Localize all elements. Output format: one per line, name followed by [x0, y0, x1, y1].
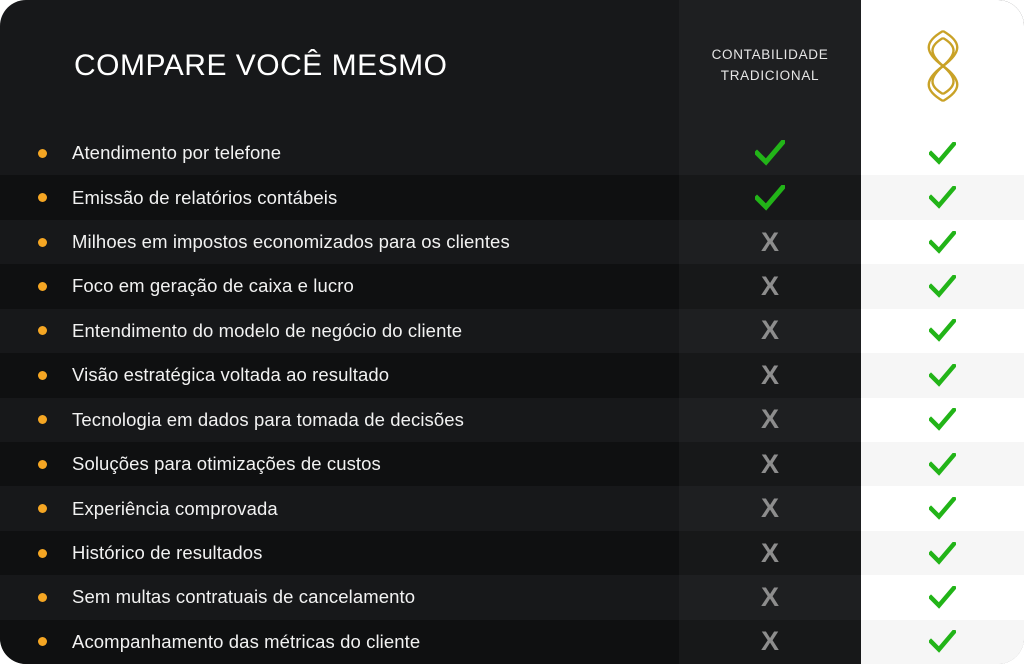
traditional-column-label-line1: CONTABILIDADE [711, 46, 829, 62]
traditional-value-cell [679, 264, 861, 308]
feature-label: Visão estratégica voltada ao resultado [72, 364, 390, 386]
check-icon [929, 319, 956, 342]
bullet-icon [38, 238, 47, 247]
brand-value-cell [861, 264, 1024, 308]
traditional-column-label-line2: TRADICIONAL [720, 67, 820, 83]
table-row [0, 442, 1024, 486]
bullet-icon [38, 504, 47, 513]
feature-cell [0, 309, 679, 353]
feature-label: Atendimento por telefone [72, 142, 282, 164]
bullet-icon [38, 371, 47, 380]
check-icon [929, 453, 956, 476]
feature-cell [0, 264, 679, 308]
check-icon [755, 185, 785, 211]
brand-value-cell [861, 620, 1024, 664]
brand-value-cell [861, 442, 1024, 486]
brand-logo-icon [914, 28, 972, 104]
bullet-icon [38, 460, 47, 469]
check-icon [929, 275, 956, 298]
bullet-icon [38, 326, 47, 335]
traditional-value-cell [679, 309, 861, 353]
feature-cell [0, 486, 679, 530]
table-row [0, 398, 1024, 442]
check-icon [929, 231, 956, 254]
traditional-value-cell [679, 131, 861, 175]
table-row [0, 620, 1024, 664]
feature-cell [0, 575, 679, 619]
feature-label: Acompanhamento das métricas do cliente [72, 630, 421, 652]
bullet-icon [38, 415, 47, 424]
feature-label: Entendimento do modelo de negócio do cliente [72, 319, 463, 341]
cross-icon: X [760, 493, 779, 524]
feature-label: Histórico de resultados [72, 542, 263, 563]
traditional-value-cell [679, 531, 861, 575]
bullet-icon [38, 593, 47, 602]
check-icon [929, 542, 956, 565]
cross-icon: X [760, 270, 779, 301]
feature-label: Soluções para otimizações de custos [72, 453, 381, 475]
feature-label: Experiência comprovada [72, 497, 278, 519]
check-icon [929, 586, 956, 609]
feature-label: Emissão de relatórios contábeis [72, 186, 338, 208]
check-icon [929, 497, 956, 520]
check-icon [929, 630, 956, 653]
brand-value-cell [861, 531, 1024, 575]
traditional-value-cell [679, 353, 861, 397]
traditional-value-cell [679, 398, 861, 442]
feature-cell [0, 220, 679, 264]
bullet-icon [38, 149, 47, 158]
table-row [0, 220, 1024, 264]
header-traditional-cell [679, 0, 861, 131]
brand-value-cell [861, 486, 1024, 530]
cross-icon: X [760, 448, 779, 479]
bullet-icon [38, 193, 47, 202]
table-row [0, 131, 1024, 175]
table-row [0, 575, 1024, 619]
brand-value-cell [861, 131, 1024, 175]
feature-cell [0, 398, 679, 442]
traditional-value-cell [679, 175, 861, 219]
brand-value-cell [861, 353, 1024, 397]
table-row [0, 309, 1024, 353]
brand-value-cell [861, 175, 1024, 219]
feature-label: Tecnologia em dados para tomada de decisões [72, 408, 465, 430]
feature-label: Foco em geração de caixa e lucro [72, 275, 354, 297]
feature-cell [0, 531, 679, 575]
brand-value-cell [861, 575, 1024, 619]
check-icon [755, 140, 785, 166]
traditional-value-cell [679, 620, 861, 664]
comparison-rows [0, 131, 1024, 664]
table-row [0, 353, 1024, 397]
bullet-icon [38, 282, 47, 291]
bullet-icon [38, 549, 47, 558]
table-row [0, 486, 1024, 530]
table-row [0, 264, 1024, 308]
table-row [0, 175, 1024, 219]
cross-icon: X [760, 226, 779, 257]
check-icon [929, 364, 956, 387]
cross-icon: X [760, 537, 779, 568]
traditional-value-cell [679, 575, 861, 619]
table-row [0, 531, 1024, 575]
feature-cell [0, 442, 679, 486]
cross-icon: X [760, 315, 779, 346]
feature-cell [0, 620, 679, 664]
bullet-icon [38, 637, 47, 646]
check-icon [929, 408, 956, 431]
check-icon [929, 142, 956, 165]
cross-icon: X [760, 626, 779, 657]
traditional-value-cell [679, 220, 861, 264]
check-icon [929, 186, 956, 209]
cross-icon: X [760, 404, 779, 435]
feature-cell [0, 131, 679, 175]
brand-value-cell [861, 309, 1024, 353]
cross-icon: X [760, 359, 779, 390]
brand-value-cell [861, 220, 1024, 264]
traditional-value-cell [679, 486, 861, 530]
header-title-cell [0, 0, 679, 131]
page-title: COMPARE VOCÊ MESMO [74, 49, 448, 82]
feature-label: Milhoes em impostos economizados para os clientes [72, 231, 510, 253]
feature-cell [0, 353, 679, 397]
header-brand-cell [861, 0, 1024, 131]
traditional-value-cell [679, 442, 861, 486]
cross-icon: X [760, 581, 779, 612]
brand-value-cell [861, 398, 1024, 442]
feature-label: Sem multas contratuais de cancelamento [72, 586, 416, 608]
feature-cell [0, 175, 679, 219]
table-header-row [0, 0, 1024, 131]
